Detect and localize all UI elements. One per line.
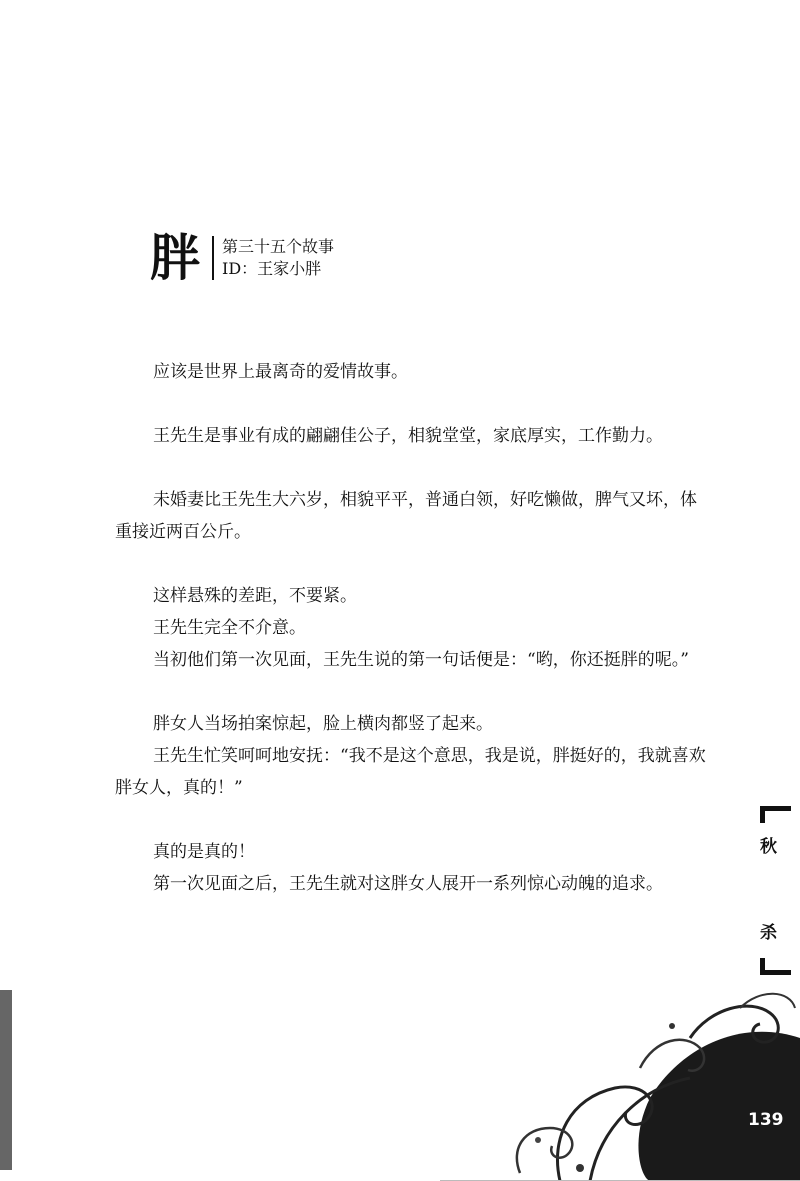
- paragraph: 真的是真的！: [153, 842, 255, 862]
- side-tab-char-2: 杀: [760, 923, 777, 943]
- paragraph-gap: [115, 388, 713, 420]
- paragraph: 王先生是事业有成的翩翩佳公子，相貌堂堂，家底厚实，工作勤力。: [153, 426, 663, 446]
- paragraph: 王先生忙笑呵呵地安抚：“我不是这个意思，我是说，胖挺好的，我就喜欢胖女人，真的！”: [115, 746, 706, 798]
- paragraph-gap: [115, 804, 713, 836]
- story-label: 第三十五个故事: [222, 237, 335, 256]
- side-tab-bracket-top: [760, 806, 791, 823]
- chapter-meta: [222, 236, 334, 280]
- title-divider: [212, 236, 214, 280]
- paragraph: 当初他们第一次见面，王先生说的第一句话便是：“哟，你还挺胖的呢。”: [153, 650, 689, 670]
- paragraph: 这样悬殊的差距，不要紧。: [153, 586, 357, 606]
- side-tab-char-1: 秋: [760, 837, 777, 857]
- page-number: 139: [748, 1110, 784, 1130]
- chapter-header: [150, 228, 334, 288]
- paragraph: 未婚妻比王先生大六岁，相貌平平，普通白领，好吃懒做，脾气又坏，体重接近两百公斤。: [115, 490, 697, 542]
- story-body: [115, 356, 713, 900]
- paragraph-gap: [115, 452, 713, 484]
- paragraph: 第一次见面之后，王先生就对这胖女人展开一系列惊心动魄的追求。: [153, 874, 663, 894]
- paragraph: 应该是世界上最离奇的爱情故事。: [153, 362, 408, 382]
- paragraph-gap: [115, 548, 713, 580]
- side-tab-bracket-bottom: [760, 958, 791, 975]
- paragraph: 王先生完全不介意。: [153, 618, 306, 638]
- left-edge-decoration: [0, 990, 12, 1170]
- chapter-title-char: 胖: [150, 228, 200, 287]
- paragraph: 胖女人当场拍案惊起，脸上横肉都竖了起来。: [153, 714, 493, 734]
- author-id: ID：王家小胖: [222, 259, 322, 278]
- paragraph-gap: [115, 676, 713, 708]
- swirl-ornament: [440, 978, 800, 1181]
